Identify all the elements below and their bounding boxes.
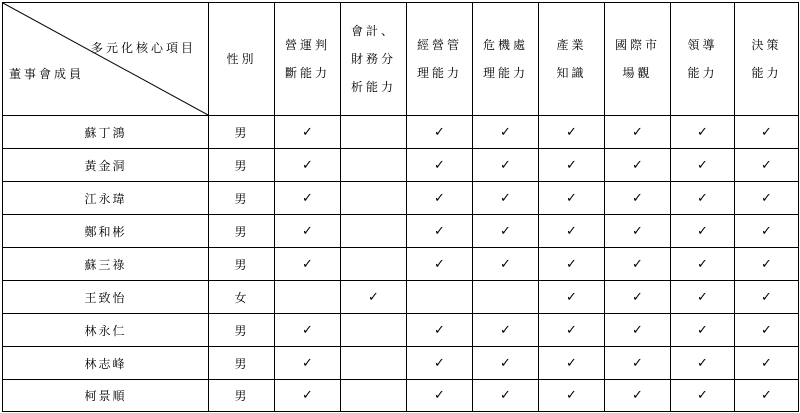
check-mark-icon: ✓: [407, 215, 473, 248]
check-mark-icon: ✓: [275, 347, 341, 380]
check-mark-icon: ✓: [605, 149, 671, 182]
check-mark-icon: ✓: [407, 380, 473, 412]
column-header-leadership: [671, 3, 735, 116]
check-mark-icon: ✓: [735, 314, 799, 347]
member-row: [3, 380, 799, 412]
check-mark-icon: ✓: [671, 347, 735, 380]
check-mark-icon: ✓: [407, 248, 473, 281]
check-mark-icon: ✓: [473, 380, 539, 412]
member-gender-cell: 男: [209, 380, 275, 412]
check-mark-icon: ✓: [605, 248, 671, 281]
check-mark-icon: ✓: [671, 182, 735, 215]
check-mark-icon: ✓: [275, 314, 341, 347]
check-mark-icon: ✓: [605, 347, 671, 380]
check-mark-icon: ✓: [407, 116, 473, 149]
member-name-cell: 蘇丁鴻: [3, 116, 209, 149]
check-mark-icon: ✓: [407, 347, 473, 380]
check-mark-icon: ✓: [539, 380, 605, 412]
check-mark-icon: ✓: [539, 215, 605, 248]
check-mark-icon: ✓: [735, 380, 799, 412]
member-row: [3, 347, 799, 380]
column-header-line: 理能力: [482, 66, 528, 80]
column-header-industry: [539, 3, 605, 116]
column-header-line: 知識: [556, 66, 587, 80]
check-mark-icon: ✓: [671, 314, 735, 347]
check-mark-icon: ✓: [735, 248, 799, 281]
check-mark-icon: ✓: [671, 116, 735, 149]
member-gender-cell: 男: [209, 215, 275, 248]
corner-header-cell: [3, 3, 209, 116]
member-gender-cell: 男: [209, 347, 275, 380]
column-header-line: 領導: [687, 38, 718, 52]
check-mark-icon: ✓: [473, 215, 539, 248]
empty-cell: [341, 314, 407, 347]
diagonal-divider: [3, 3, 208, 115]
member-name-cell: 柯景順: [3, 380, 209, 412]
check-mark-icon: ✓: [735, 116, 799, 149]
column-header-line: 會計、: [350, 24, 396, 38]
check-mark-icon: ✓: [605, 182, 671, 215]
member-row: [3, 314, 799, 347]
check-mark-icon: ✓: [275, 215, 341, 248]
board-diversity-table: [2, 2, 799, 412]
member-name-cell: 林志峰: [3, 347, 209, 380]
check-mark-icon: ✓: [605, 380, 671, 412]
column-header-line: 斷能力: [284, 66, 330, 80]
member-row: [3, 281, 799, 314]
check-mark-icon: ✓: [407, 314, 473, 347]
empty-cell: [341, 182, 407, 215]
member-name-cell: 林永仁: [3, 314, 209, 347]
check-mark-icon: ✓: [275, 182, 341, 215]
empty-cell: [275, 281, 341, 314]
column-header-line: 能力: [751, 66, 782, 80]
check-mark-icon: ✓: [539, 248, 605, 281]
check-mark-icon: ✓: [275, 149, 341, 182]
check-mark-icon: ✓: [539, 116, 605, 149]
column-header-accounting: [341, 3, 407, 116]
diversity-items-label: 多元化核心項目: [90, 41, 196, 55]
header-row: [3, 3, 799, 116]
column-header-crisis: [473, 3, 539, 116]
check-mark-icon: ✓: [605, 281, 671, 314]
check-mark-icon: ✓: [539, 149, 605, 182]
check-mark-icon: ✓: [605, 314, 671, 347]
column-header-line: 危機處: [482, 38, 528, 52]
member-name-cell: 王致怡: [3, 281, 209, 314]
check-mark-icon: ✓: [473, 182, 539, 215]
column-header-line: 能力: [687, 66, 718, 80]
column-header-line: 國際市: [614, 38, 660, 52]
check-mark-icon: ✓: [671, 215, 735, 248]
member-row: [3, 248, 799, 281]
member-row: [3, 116, 799, 149]
check-mark-icon: ✓: [473, 116, 539, 149]
check-mark-icon: ✓: [735, 215, 799, 248]
empty-cell: [341, 347, 407, 380]
column-header-line: 性別: [226, 52, 257, 66]
column-header-management: [407, 3, 473, 116]
column-header-line: 財務分: [350, 52, 396, 66]
check-mark-icon: ✓: [539, 182, 605, 215]
check-mark-icon: ✓: [735, 149, 799, 182]
check-mark-icon: ✓: [473, 248, 539, 281]
member-gender-cell: 男: [209, 314, 275, 347]
column-header-line: 決策: [751, 38, 782, 52]
check-mark-icon: ✓: [539, 281, 605, 314]
board-members-label: 董事會成員: [9, 67, 85, 81]
column-header-line: 營運判: [284, 38, 330, 52]
column-header-decision: [735, 3, 799, 116]
empty-cell: [341, 248, 407, 281]
member-name-cell: 江永瑋: [3, 182, 209, 215]
column-header-judgment: [275, 3, 341, 116]
member-gender-cell: 男: [209, 116, 275, 149]
check-mark-icon: ✓: [407, 149, 473, 182]
check-mark-icon: ✓: [671, 248, 735, 281]
check-mark-icon: ✓: [605, 116, 671, 149]
member-name-cell: 鄭和彬: [3, 215, 209, 248]
check-mark-icon: ✓: [473, 347, 539, 380]
column-header-international: [605, 3, 671, 116]
check-mark-icon: ✓: [539, 347, 605, 380]
check-mark-icon: ✓: [473, 314, 539, 347]
column-header-gender: [209, 3, 275, 116]
member-gender-cell: 男: [209, 248, 275, 281]
column-header-line: 析能力: [350, 80, 396, 94]
member-gender-cell: 男: [209, 182, 275, 215]
column-header-line: 產業: [556, 38, 587, 52]
member-row: [3, 182, 799, 215]
column-header-line: 經營管: [416, 38, 462, 52]
check-mark-icon: ✓: [605, 215, 671, 248]
empty-cell: [341, 116, 407, 149]
member-gender-cell: 女: [209, 281, 275, 314]
empty-cell: [407, 281, 473, 314]
check-mark-icon: ✓: [735, 347, 799, 380]
member-row: [3, 215, 799, 248]
check-mark-icon: ✓: [671, 281, 735, 314]
member-name-cell: 蘇三祿: [3, 248, 209, 281]
empty-cell: [473, 281, 539, 314]
check-mark-icon: ✓: [539, 314, 605, 347]
member-gender-cell: 男: [209, 149, 275, 182]
check-mark-icon: ✓: [671, 149, 735, 182]
member-name-cell: 黃金洞: [3, 149, 209, 182]
check-mark-icon: ✓: [275, 380, 341, 412]
empty-cell: [341, 149, 407, 182]
check-mark-icon: ✓: [341, 281, 407, 314]
empty-cell: [341, 215, 407, 248]
check-mark-icon: ✓: [275, 116, 341, 149]
check-mark-icon: ✓: [735, 182, 799, 215]
column-header-line: 場觀: [622, 66, 653, 80]
column-header-line: 理能力: [416, 66, 462, 80]
check-mark-icon: ✓: [735, 281, 799, 314]
empty-cell: [341, 380, 407, 412]
check-mark-icon: ✓: [473, 149, 539, 182]
check-mark-icon: ✓: [275, 248, 341, 281]
check-mark-icon: ✓: [671, 380, 735, 412]
check-mark-icon: ✓: [407, 182, 473, 215]
member-row: [3, 149, 799, 182]
